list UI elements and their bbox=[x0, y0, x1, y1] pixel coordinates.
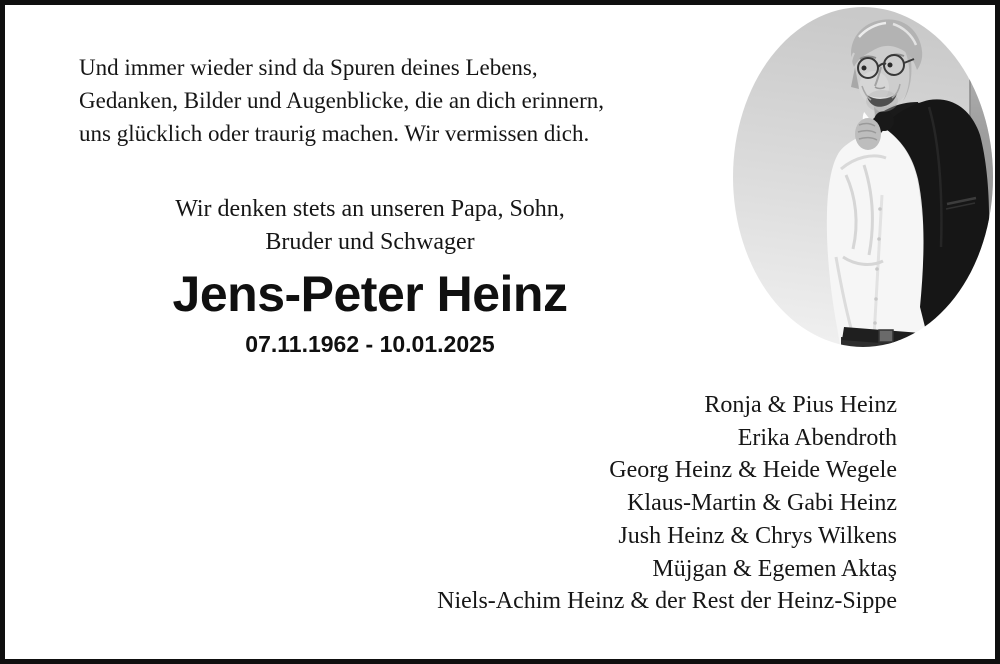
mourner-line: Ronja & Pius Heinz bbox=[704, 392, 897, 418]
mourner-line: Jush Heinz & Chrys Wilkens bbox=[618, 522, 897, 549]
mourner-line: Georg Heinz & Heide Wegele bbox=[609, 457, 897, 484]
dedication-line: Wir denken stets an unseren Papa, Sohn, bbox=[175, 196, 565, 222]
memorial-verse-line: Und immer wieder sind da Spuren deines Lebens, bbox=[79, 55, 538, 80]
mourner-line: Niels-Achim Heinz & der Rest der Heinz-Sippe bbox=[437, 588, 897, 615]
memorial-verse-line: uns glücklich oder traurig machen. Wir vermissen dich. bbox=[79, 121, 590, 146]
life-dates: 07.11.1962 - 10.01.2025 bbox=[245, 331, 495, 357]
dedication-text bbox=[120, 193, 620, 259]
mourner-line: Erika Abendroth bbox=[737, 424, 897, 451]
hand bbox=[855, 118, 881, 150]
portrait-photo bbox=[733, 7, 993, 347]
mourners-list bbox=[437, 389, 897, 618]
deceased-name: Jens-Peter Heinz bbox=[172, 266, 568, 322]
eye bbox=[888, 63, 893, 68]
dedication-line: Bruder und Schwager bbox=[265, 229, 475, 255]
portrait-illustration bbox=[733, 7, 993, 347]
mourner-line: Klaus-Martin & Gabi Heinz bbox=[627, 490, 897, 517]
eye bbox=[862, 66, 867, 71]
belt-buckle bbox=[879, 330, 893, 342]
memorial-verse-line: Gedanken, Bilder und Augenblicke, die an dich erinnern, bbox=[79, 88, 605, 113]
memorial-verse bbox=[79, 51, 604, 150]
mourner-line: Müjgan & Egemen Aktaş bbox=[652, 555, 897, 582]
